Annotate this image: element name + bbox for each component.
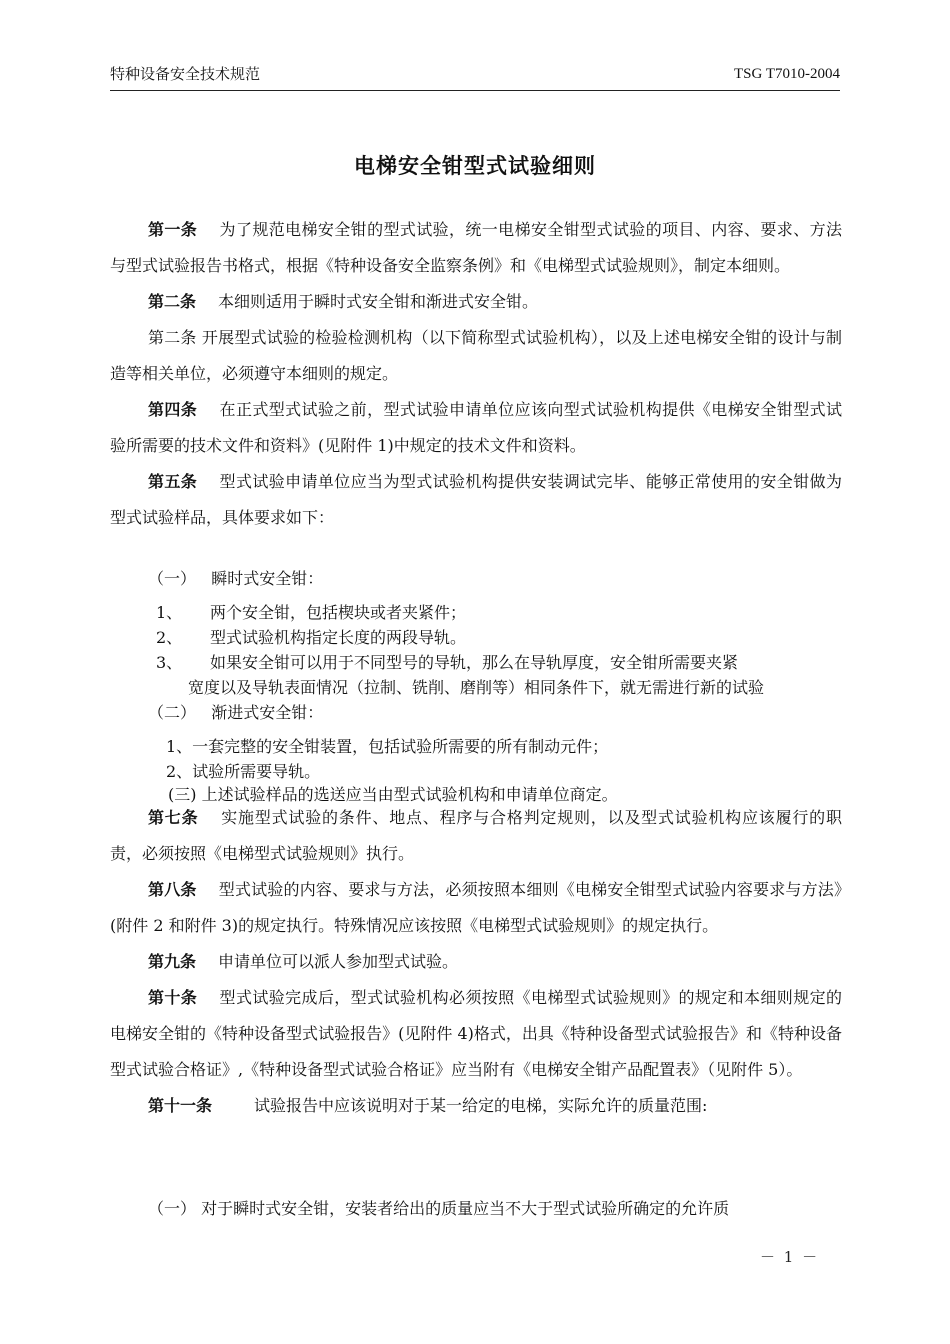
article-label: 第一条 — [148, 220, 198, 239]
article-label: 第五条 — [148, 472, 198, 491]
list-item-number: 1、 — [156, 603, 183, 622]
article-4 — [110, 392, 842, 464]
list-item-continuation: 宽度以及导轨表面情况（拉制、铣削、磨削等）相同条件下，就无需进行新的试验 — [188, 678, 765, 697]
list-item — [156, 600, 466, 623]
article-9 — [110, 944, 842, 980]
article-text: 在正式型式试验之前，型式试验申请单位应该向型式试验机构提供《电梯安全钳型式试验所需要的技术文件和资料》(见附件 1)中规定的技术文件和资料。 — [110, 400, 842, 455]
list-item-text: 型式试验机构指定长度的两段导轨。 — [210, 628, 467, 647]
article-11-section-1: （一） 对于瞬时式安全钳，安装者给出的质量应当不大于型式试验所确定的允许质 — [148, 1199, 730, 1218]
article-label: 第二条 — [148, 292, 197, 311]
article-7 — [110, 800, 842, 872]
page-header — [110, 64, 840, 91]
article-11 — [110, 1088, 842, 1124]
list-item-text: 两个安全钳，包括楔块或者夹紧件； — [210, 603, 467, 622]
article-label: 第十一条 — [148, 1096, 213, 1115]
article-1 — [110, 212, 842, 284]
section-heading: 瞬时式安全钳： — [211, 569, 324, 588]
section-number: （二） — [148, 703, 197, 722]
document-body-continued — [110, 800, 842, 1124]
list-item — [156, 625, 466, 648]
article-text: 实施型式试验的条件、地点、程序与合格判定规则，以及型式试验机构应该履行的职责，必须按照《电梯型式试验规则》执行。 — [110, 808, 842, 863]
article-text: 试验报告中应该说明对于某一给定的电梯，实际允许的质量范围: — [254, 1096, 708, 1115]
article-text: 型式试验申请单位应当为型式试验机构提供安装调试完毕、能够正常使用的安全钳做为型式试验样品，具体要求如下： — [110, 472, 842, 527]
article-label: 第四条 — [148, 400, 198, 419]
header-left-text: 特种设备安全技术规范 — [110, 65, 261, 83]
document-body — [110, 212, 842, 536]
article-text: 申请单位可以派人参加型式试验。 — [218, 952, 459, 971]
list-item: 2、试验所需要导轨。 — [166, 762, 321, 781]
article-label: 第八条 — [148, 880, 197, 899]
article-text: 型式试验的内容、要求与方法，必须按照本细则《电梯安全钳型式试验内容要求与方法》(附件 2 和附件 3)的规定执行。特殊情况应该按照《电梯型式试验规则》的规定执行。 — [110, 880, 842, 935]
article-label: 第十条 — [148, 988, 198, 1007]
document-title: 电梯安全钳型式试验细则 — [354, 154, 596, 178]
article-10 — [110, 980, 842, 1088]
article-label: 第七条 — [148, 808, 199, 827]
section-number: （一） — [148, 569, 197, 588]
article-2 — [110, 284, 842, 320]
list-item-number: 3、 — [156, 653, 183, 672]
list-item-number: 2、 — [156, 628, 183, 647]
article-text: 为了规范电梯安全钳的型式试验，统一电梯安全钳型式试验的项目、内容、要求、方法与型式试验报告书格式，根据《特种设备安全监察条例》和《电梯型式试验规则》，制定本细则。 — [110, 220, 842, 275]
list-item: 1、一套完整的安全钳装置，包括试验所需要的所有制动元件； — [166, 737, 609, 756]
section-1-heading — [148, 566, 323, 589]
article-3 — [110, 320, 842, 392]
article-text: 本细则适用于瞬时式安全钳和渐进式安全钳。 — [218, 292, 539, 311]
article-8 — [110, 872, 842, 944]
list-item — [156, 650, 738, 673]
article-text: 型式试验完成后，型式试验机构必须按照《电梯型式试验规则》的规定和本细则规定的电梯安全钳的《特种设备型式试验报告》(见附件 4)格式，出具《特种设备型式试验报告》和《特种设备型式试验合格证》,《特种设备型式试验合格证》应当附有《电梯安全钳产品配置表》（见附件 5）。 — [110, 988, 842, 1079]
section-heading: 渐进式安全钳： — [211, 703, 324, 722]
article-5 — [110, 464, 842, 536]
article-text: 第二条 开展型式试验的检验检测机构（以下简称型式试验机构），以及上述电梯安全钳的设计与制造等相关单位，必须遵守本细则的规定。 — [110, 328, 842, 383]
section-2-heading — [148, 700, 323, 723]
header-standard-code: TSG T7010-2004 — [734, 66, 840, 82]
section-3-text: (三) 上述试验样品的选送应当由型式试验机构和申请单位商定。 — [168, 785, 618, 804]
page-number: － 1 － — [760, 1248, 820, 1266]
article-label: 第九条 — [148, 952, 197, 971]
list-item-text: 如果安全钳可以用于不同型号的导轨，那么在导轨厚度，安全钳所需要夹紧 — [210, 653, 739, 672]
